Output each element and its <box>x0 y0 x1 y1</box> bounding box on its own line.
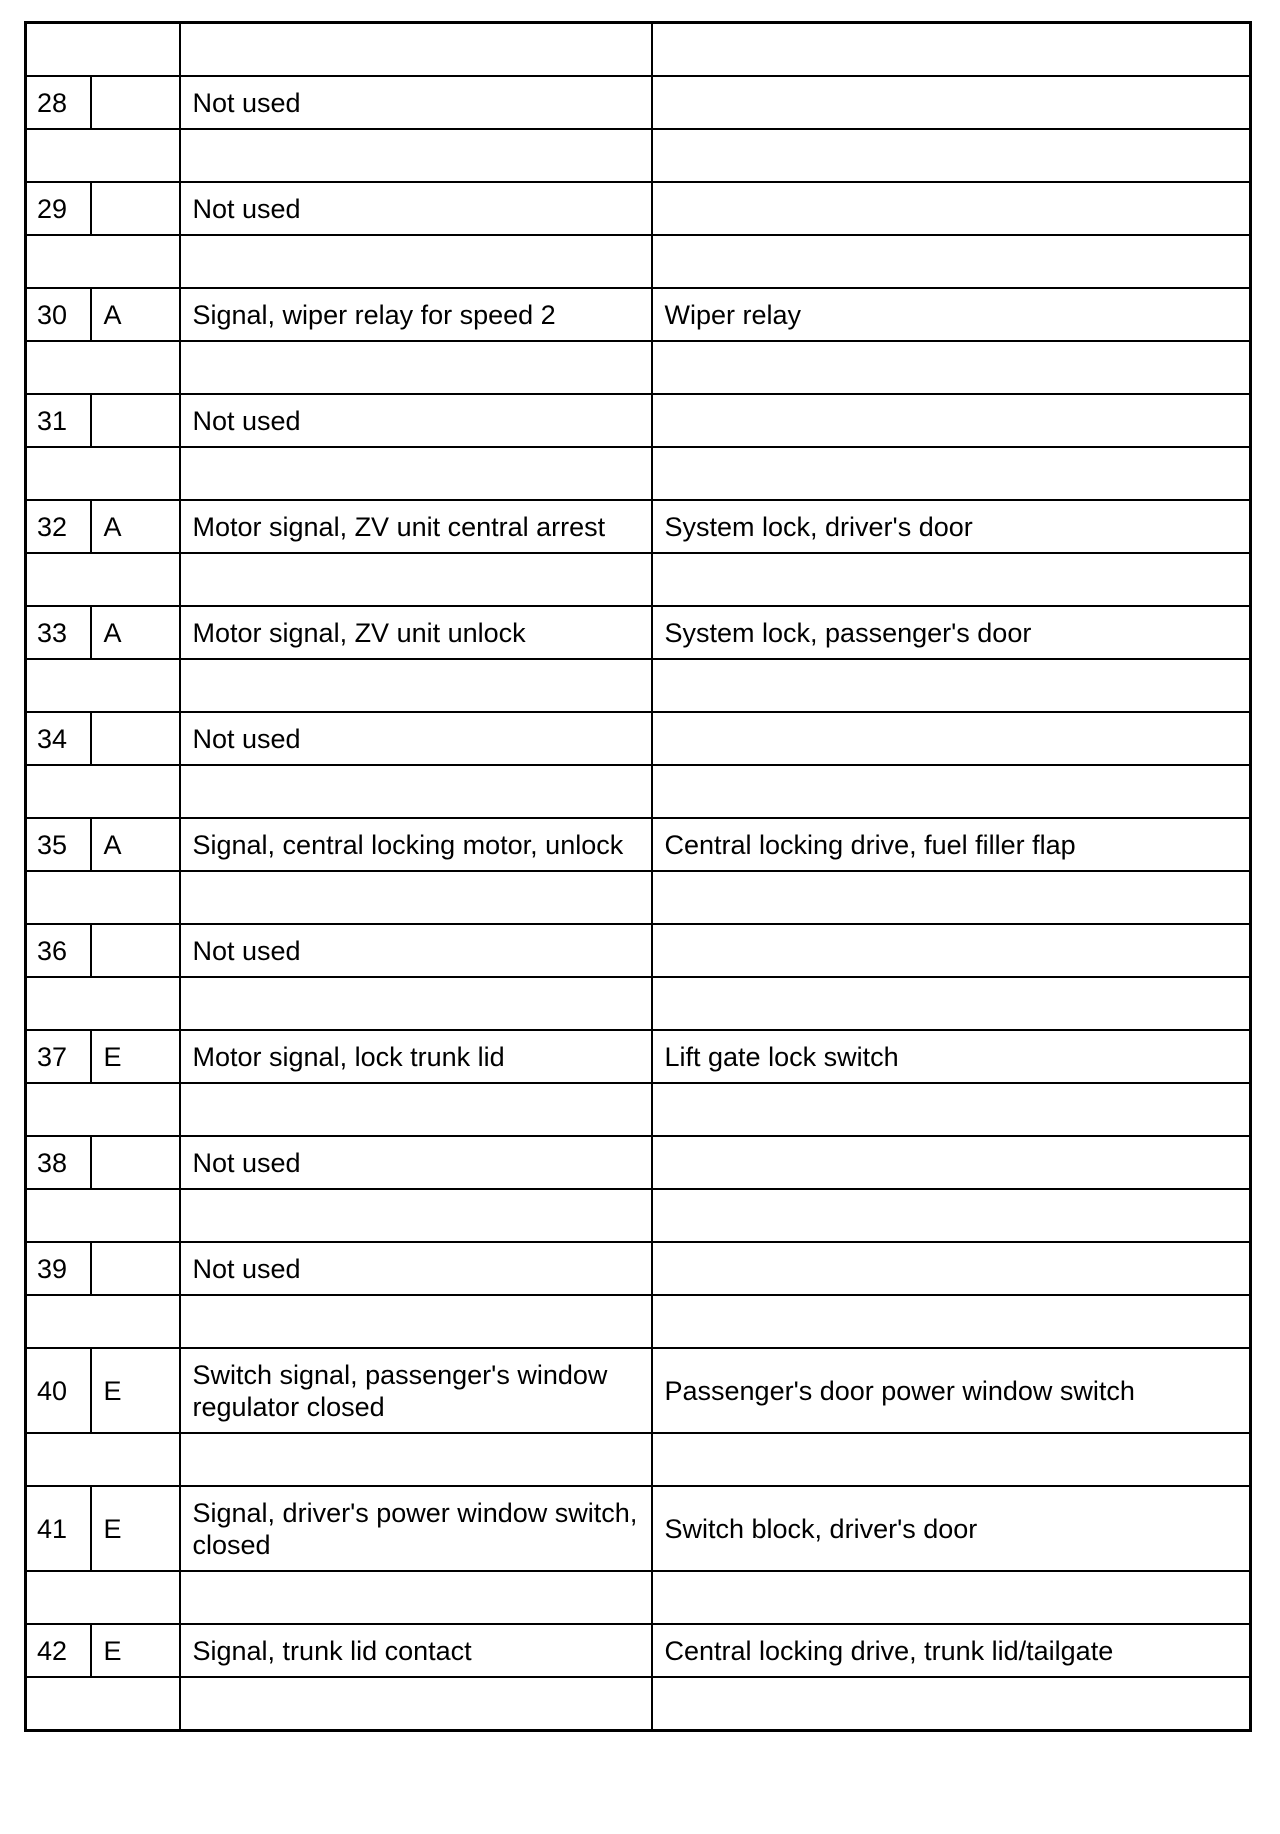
signal-type: A <box>91 288 180 341</box>
spacer-row <box>26 341 1251 394</box>
table-row <box>26 1030 1251 1083</box>
pin-number: 35 <box>26 818 91 871</box>
spacer-cell <box>26 1189 180 1242</box>
table-row <box>26 1486 1251 1571</box>
spacer-cell <box>26 765 180 818</box>
spacer-cell <box>180 129 652 182</box>
component-name: System lock, passenger's door <box>652 606 1251 659</box>
spacer-row <box>26 447 1251 500</box>
spacer-cell <box>26 23 180 77</box>
spacer-cell <box>26 1295 180 1348</box>
component-name <box>652 394 1251 447</box>
signal-description: Motor signal, ZV unit unlock <box>180 606 652 659</box>
spacer-row <box>26 129 1251 182</box>
spacer-cell <box>652 341 1251 394</box>
signal-description: Not used <box>180 924 652 977</box>
pin-number: 32 <box>26 500 91 553</box>
spacer-row <box>26 235 1251 288</box>
table-row <box>26 394 1251 447</box>
spacer-row <box>26 871 1251 924</box>
signal-type <box>91 182 180 235</box>
spacer-cell <box>652 553 1251 606</box>
spacer-cell <box>26 977 180 1030</box>
pin-number: 30 <box>26 288 91 341</box>
pin-number: 36 <box>26 924 91 977</box>
spacer-row <box>26 553 1251 606</box>
spacer-cell <box>652 129 1251 182</box>
spacer-cell <box>180 553 652 606</box>
pin-assignment-table <box>24 21 1252 1732</box>
spacer-cell <box>26 235 180 288</box>
pin-number: 34 <box>26 712 91 765</box>
spacer-cell <box>26 1677 180 1731</box>
signal-type: A <box>91 606 180 659</box>
spacer-cell <box>180 1571 652 1624</box>
table-row <box>26 76 1251 129</box>
spacer-cell <box>652 765 1251 818</box>
signal-type: E <box>91 1486 180 1571</box>
spacer-cell <box>652 871 1251 924</box>
spacer-row <box>26 1295 1251 1348</box>
spacer-row <box>26 977 1251 1030</box>
pin-number: 42 <box>26 1624 91 1677</box>
signal-description: Signal, wiper relay for speed 2 <box>180 288 652 341</box>
signal-type <box>91 1242 180 1295</box>
table-row <box>26 1624 1251 1677</box>
table-row <box>26 288 1251 341</box>
spacer-cell <box>180 447 652 500</box>
spacer-cell <box>652 1433 1251 1486</box>
table-row <box>26 924 1251 977</box>
table-row <box>26 182 1251 235</box>
spacer-cell <box>26 553 180 606</box>
spacer-row <box>26 1433 1251 1486</box>
component-name <box>652 1136 1251 1189</box>
table-row <box>26 1136 1251 1189</box>
spacer-row <box>26 23 1251 77</box>
signal-type: A <box>91 818 180 871</box>
pin-number: 29 <box>26 182 91 235</box>
table-row <box>26 1348 1251 1433</box>
table-row <box>26 712 1251 765</box>
spacer-cell <box>180 1083 652 1136</box>
spacer-cell <box>180 1677 652 1731</box>
signal-description: Not used <box>180 182 652 235</box>
signal-description: Not used <box>180 1242 652 1295</box>
spacer-cell <box>652 1571 1251 1624</box>
signal-type: E <box>91 1624 180 1677</box>
spacer-row <box>26 1677 1251 1731</box>
table-row <box>26 818 1251 871</box>
spacer-cell <box>180 23 652 77</box>
spacer-cell <box>652 447 1251 500</box>
spacer-cell <box>652 23 1251 77</box>
pin-number: 41 <box>26 1486 91 1571</box>
signal-description: Not used <box>180 712 652 765</box>
component-name: Wiper relay <box>652 288 1251 341</box>
pin-number: 38 <box>26 1136 91 1189</box>
spacer-cell <box>652 977 1251 1030</box>
spacer-cell <box>26 659 180 712</box>
signal-description: Motor signal, lock trunk lid <box>180 1030 652 1083</box>
component-name <box>652 924 1251 977</box>
signal-type: E <box>91 1348 180 1433</box>
pin-number: 40 <box>26 1348 91 1433</box>
signal-description: Motor signal, ZV unit central arrest <box>180 500 652 553</box>
component-name: Switch block, driver's door <box>652 1486 1251 1571</box>
spacer-cell <box>26 341 180 394</box>
spacer-row <box>26 1189 1251 1242</box>
pin-number: 31 <box>26 394 91 447</box>
spacer-cell <box>652 235 1251 288</box>
spacer-cell <box>652 1189 1251 1242</box>
signal-description: Not used <box>180 1136 652 1189</box>
spacer-cell <box>652 1295 1251 1348</box>
component-name: System lock, driver's door <box>652 500 1251 553</box>
pin-number: 37 <box>26 1030 91 1083</box>
signal-description: Not used <box>180 76 652 129</box>
signal-description: Switch signal, passenger's window regulator closed <box>180 1348 652 1433</box>
signal-type <box>91 1136 180 1189</box>
table-row <box>26 606 1251 659</box>
spacer-cell <box>180 235 652 288</box>
table-row <box>26 1242 1251 1295</box>
signal-description: Signal, trunk lid contact <box>180 1624 652 1677</box>
signal-type: E <box>91 1030 180 1083</box>
component-name: Lift gate lock switch <box>652 1030 1251 1083</box>
table-row <box>26 500 1251 553</box>
component-name: Passenger's door power window switch <box>652 1348 1251 1433</box>
spacer-cell <box>652 1677 1251 1731</box>
component-name <box>652 182 1251 235</box>
signal-type <box>91 924 180 977</box>
spacer-cell <box>26 1571 180 1624</box>
pin-number: 28 <box>26 76 91 129</box>
signal-description: Signal, driver's power window switch, closed <box>180 1486 652 1571</box>
spacer-cell <box>180 1433 652 1486</box>
spacer-cell <box>180 871 652 924</box>
spacer-cell <box>180 1295 652 1348</box>
spacer-row <box>26 765 1251 818</box>
signal-description: Not used <box>180 394 652 447</box>
signal-type <box>91 712 180 765</box>
spacer-cell <box>180 659 652 712</box>
spacer-cell <box>180 341 652 394</box>
spacer-cell <box>26 1433 180 1486</box>
component-name <box>652 1242 1251 1295</box>
spacer-cell <box>26 129 180 182</box>
spacer-cell <box>26 871 180 924</box>
spacer-row <box>26 1083 1251 1136</box>
component-name <box>652 76 1251 129</box>
pin-number: 39 <box>26 1242 91 1295</box>
spacer-row <box>26 1571 1251 1624</box>
spacer-cell <box>180 1189 652 1242</box>
spacer-cell <box>180 765 652 818</box>
signal-description: Signal, central locking motor, unlock <box>180 818 652 871</box>
spacer-cell <box>652 659 1251 712</box>
signal-type <box>91 76 180 129</box>
pin-number: 33 <box>26 606 91 659</box>
component-name: Central locking drive, fuel filler flap <box>652 818 1251 871</box>
component-name <box>652 712 1251 765</box>
signal-type: A <box>91 500 180 553</box>
signal-type <box>91 394 180 447</box>
spacer-cell <box>652 1083 1251 1136</box>
spacer-cell <box>26 1083 180 1136</box>
spacer-cell <box>180 977 652 1030</box>
spacer-cell <box>26 447 180 500</box>
spacer-row <box>26 659 1251 712</box>
component-name: Central locking drive, trunk lid/tailgate <box>652 1624 1251 1677</box>
